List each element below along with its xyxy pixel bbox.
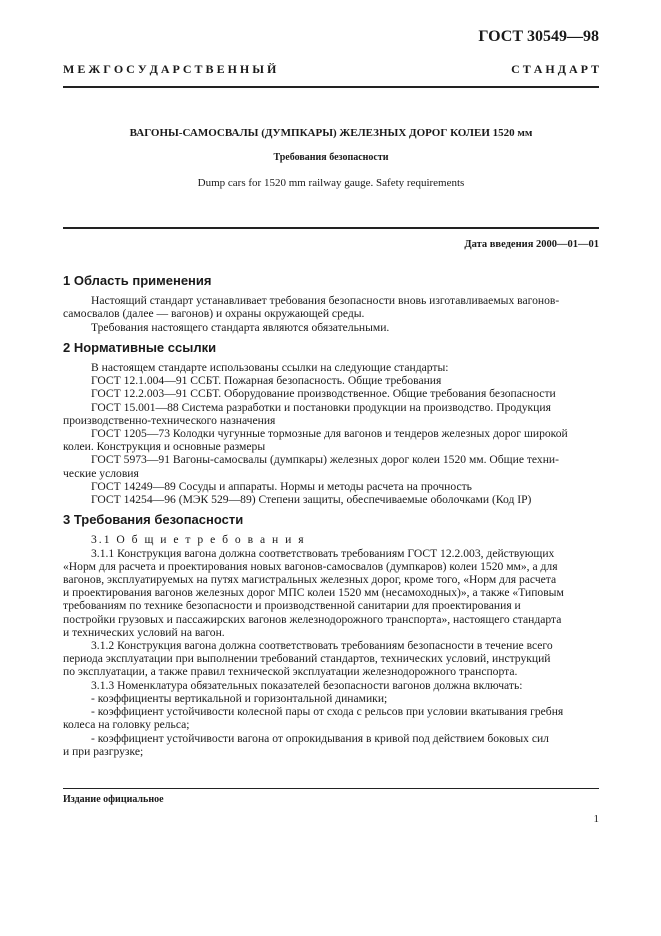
list-item: - коэффициенты вертикальной и горизонтальной динамики; [91, 691, 388, 705]
paragraph-line: 3.1.3 Номенклатура обязательных показателей безопасности вагонов должна включать: [91, 678, 523, 692]
paragraph-line: В настоящем стандарте использованы ссылки на следующие стандарты: [91, 361, 449, 375]
banner-left: М Е Ж Г О С У Д А Р С Т В Е Н Н Ы Й [63, 62, 277, 76]
gost-code: ГОСТ 30549—98 [478, 28, 599, 45]
section-heading: 2 Нормативные ссылки [63, 339, 217, 355]
paragraph-line: «Норм для расчета и проектирования новых вагонов-самосвалов (думпкаров) колеи 1520 мм», а для [63, 559, 558, 573]
paragraph-line: 3.1.1 Конструкция вагона должна соответствовать требованиям ГОСТ 12.2.003, действующих [91, 546, 555, 560]
paragraph-line: Требования настоящего стандарта являются обязательными. [91, 320, 390, 334]
banner-right: С Т А Н Д А Р Т [511, 62, 599, 76]
paragraph-line: периода эксплуатации при выполнении требований стандартов, технических условий, инструкций [63, 652, 551, 666]
reference-item: ГОСТ 1205—73 Колодки чугунные тормозные для вагонов и тендеров железных дорог широкой [91, 427, 568, 441]
standard-banner [63, 62, 599, 77]
list-item-cont: колеса на головку рельса; [63, 718, 190, 732]
title-rule [63, 227, 599, 229]
paragraph-line: и проектирования вагонов железных дорог МПС колеи 1520 мм (несамоходных)», а также «Типовым [63, 586, 564, 600]
paragraph-line: постройки грузовых и пассажирских вагонов железнодорожного транспорта», настоящего стандарта [63, 612, 562, 626]
list-item-cont: и при разгрузке; [63, 744, 144, 758]
subsection-heading: 3.1 О б щ и е т р е б о в а н и я [91, 533, 306, 547]
reference-item: ГОСТ 15.001—88 Система разработки и постановки продукции на производство. Продукция [91, 400, 551, 414]
reference-item-cont: ческие условия [63, 466, 139, 480]
section-references [63, 339, 599, 507]
list-item: - коэффициент устойчивости колесной пары от схода с рельсов при условии вкатывания гребня [91, 705, 564, 719]
paragraph-line: требованиям по технике безопасности и производственной санитарии для проектирования и [63, 599, 521, 613]
section-scope [63, 273, 599, 334]
page-number: 1 [593, 813, 599, 825]
paragraph-line: и технических условий на вагон. [63, 625, 225, 639]
english-title: Dump cars for 1520 mm railway gauge. Safety requirements [197, 177, 465, 189]
introduction-date: Дата введения 2000—01—01 [464, 239, 599, 250]
paragraph-line: 3.1.2 Конструкция вагона должна соответствовать требованиям безопасности в течение всего [91, 639, 553, 653]
paragraph-line: вагонов, эксплуатируемых на путях магистральных железных дорог, кроме того, «Норм для расчета [63, 573, 557, 587]
reference-item-cont: колеи. Конструкция и основные размеры [63, 440, 266, 454]
reference-item: ГОСТ 5973—91 Вагоны-самосвалы (думпкары) железных дорог колеи 1520 мм. Общие техни- [91, 453, 559, 467]
paragraph-line: самосвалов (далее — вагонов) и охраны окружающей среды. [63, 307, 365, 321]
reference-item-cont: производственно-технического назначения [63, 413, 276, 427]
top-rule [63, 86, 599, 88]
section-heading: 3 Требования безопасности [63, 512, 244, 528]
reference-item: ГОСТ 14254—96 (МЭК 529—89) Степени защиты, обеспечиваемые оболочками (Код IP) [91, 493, 532, 507]
document-subtitle: Требования безопасности [273, 152, 389, 163]
official-edition-label: Издание официальное [63, 794, 164, 805]
paragraph-line: по эксплуатации, а также правил технической эксплуатации железнодорожного транспорта. [63, 665, 518, 679]
document-title: ВАГОНЫ-САМОСВАЛЫ (ДУМПКАРЫ) ЖЕЛЕЗНЫХ ДОРОГ КОЛЕИ 1520 мм [129, 127, 533, 139]
reference-item: ГОСТ 12.1.004—91 ССБТ. Пожарная безопасность. Общие требования [91, 374, 442, 388]
footer-rule [63, 788, 599, 789]
section-heading: 1 Область применения [63, 273, 212, 288]
section-safety [63, 512, 599, 758]
document-body [63, 273, 599, 765]
paragraph-line: Настоящий стандарт устанавливает требования безопасности вновь изготавливаемых вагонов- [91, 294, 560, 308]
reference-item: ГОСТ 12.2.003—91 ССБТ. Оборудование производственное. Общие требования безопасности [91, 387, 556, 401]
list-item: - коэффициент устойчивости вагона от опрокидывания в кривой под действием боковых сил [91, 731, 549, 745]
reference-item: ГОСТ 14249—89 Сосуды и аппараты. Нормы и методы расчета на прочность [91, 479, 472, 493]
